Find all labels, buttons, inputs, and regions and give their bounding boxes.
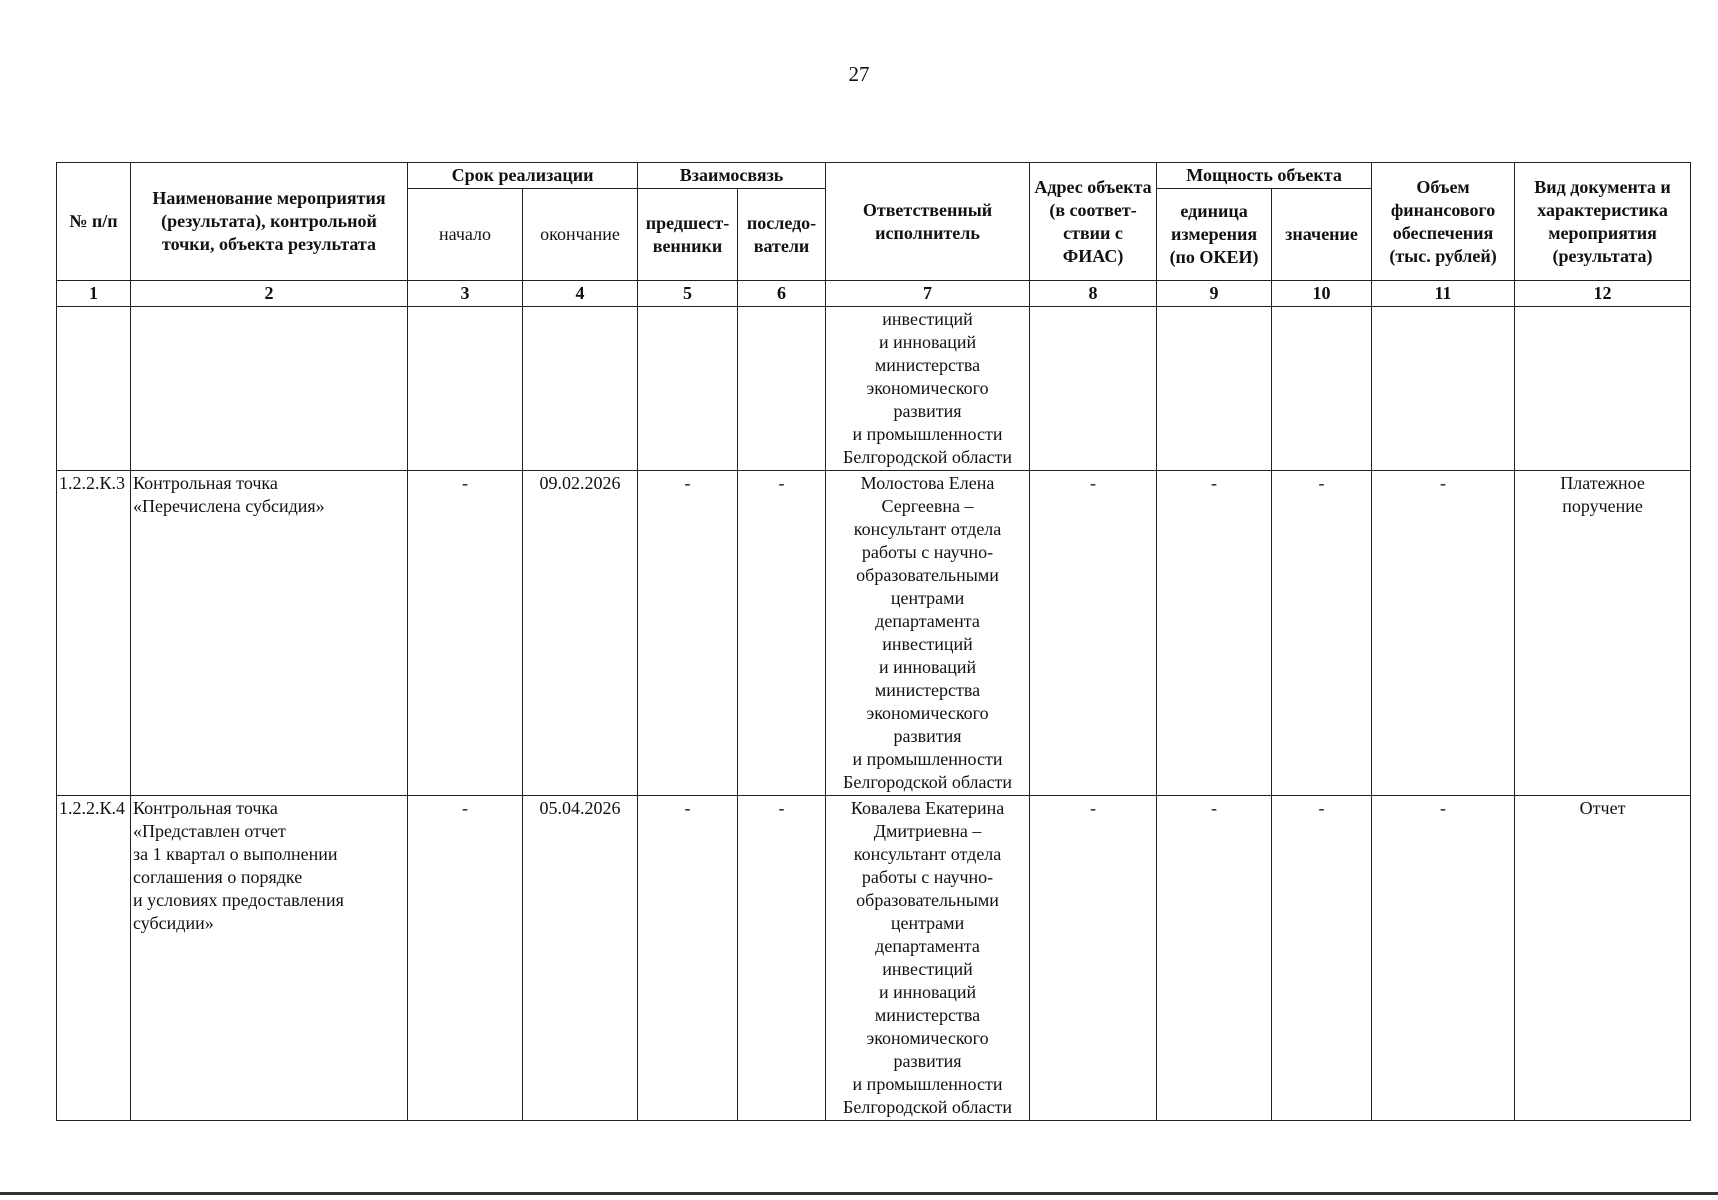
header-address: Адрес объекта (в соответ-ствии с ФИАС) (1030, 163, 1157, 281)
header-end: окончание (523, 189, 638, 281)
column-number: 3 (408, 281, 523, 307)
cell-pred (638, 307, 738, 471)
cell-unit: - (1157, 471, 1272, 796)
header-power-group: Мощность объекта (1157, 163, 1372, 189)
table-row (57, 471, 1691, 796)
cell-resp: инвестиций и инноваций министерства экономического развития и промышленности Белгородской области (826, 307, 1030, 471)
header-link-group: Взаимосвязь (638, 163, 826, 189)
cell-succ (738, 307, 826, 471)
table-body (57, 307, 1691, 1121)
cell-doc: Платежное поручение (1515, 471, 1691, 796)
cell-doc (1515, 307, 1691, 471)
cell-num: 1.2.2.К.4 (57, 796, 131, 1121)
column-number: 9 (1157, 281, 1272, 307)
header-unit: единица измерения (по ОКЕИ) (1157, 189, 1272, 281)
cell-finance: - (1372, 796, 1515, 1121)
cell-name (131, 307, 408, 471)
bottom-rule (0, 1192, 1718, 1195)
page-number: 27 (848, 62, 870, 86)
header-num: № п/п (57, 163, 131, 281)
cell-num: 1.2.2.К.3 (57, 471, 131, 796)
cell-addr (1030, 307, 1157, 471)
cell-unit: - (1157, 796, 1272, 1121)
cell-name: Контрольная точка «Перечислена субсидия» (131, 471, 408, 796)
column-number: 11 (1372, 281, 1515, 307)
cell-name: Контрольная точка «Представлен отчет за 1 квартал о выполнении соглашения о порядке и условиях предоставления субсидии» (131, 796, 408, 1121)
column-number: 10 (1272, 281, 1372, 307)
cell-start (408, 307, 523, 471)
column-number: 7 (826, 281, 1030, 307)
cell-addr: - (1030, 471, 1157, 796)
column-number: 4 (523, 281, 638, 307)
header-responsible: Ответственный исполнитель (826, 163, 1030, 281)
column-number: 6 (738, 281, 826, 307)
header-value: значение (1272, 189, 1372, 281)
column-number: 12 (1515, 281, 1691, 307)
header-successors: последо-ватели (738, 189, 826, 281)
header-finance: Объем финансового обеспечения (тыс. рублей) (1372, 163, 1515, 281)
header-name: Наименование мероприятия (результата), контрольной точки, объекта результата (131, 163, 408, 281)
table-row (57, 307, 1691, 471)
column-number-row (57, 281, 1691, 307)
cell-finance: - (1372, 471, 1515, 796)
header-term-group: Срок реализации (408, 163, 638, 189)
cell-num (57, 307, 131, 471)
cell-start: - (408, 796, 523, 1121)
cell-finance (1372, 307, 1515, 471)
cell-succ: - (738, 796, 826, 1121)
header-start: начало (408, 189, 523, 281)
cell-value (1272, 307, 1372, 471)
header-predecessors: предшест-венники (638, 189, 738, 281)
cell-doc: Отчет (1515, 796, 1691, 1121)
column-number: 8 (1030, 281, 1157, 307)
cell-value: - (1272, 471, 1372, 796)
measures-table (56, 162, 1691, 1121)
cell-addr: - (1030, 796, 1157, 1121)
column-number: 1 (57, 281, 131, 307)
cell-pred: - (638, 471, 738, 796)
cell-value: - (1272, 796, 1372, 1121)
cell-unit (1157, 307, 1272, 471)
cell-end: 09.02.2026 (523, 471, 638, 796)
cell-resp: Ковалева Екатерина Дмитриевна – консультант отдела работы с научно- образовательными центрами департамента инвестиций и инноваций министерства экономического развития и промышленности Белгородской области (826, 796, 1030, 1121)
cell-pred: - (638, 796, 738, 1121)
cell-resp: Молостова Елена Сергеевна – консультант отдела работы с научно- образовательными центрами департамента инвестиций и инноваций министерства экономического развития и промышленности Белгородской области (826, 471, 1030, 796)
table-row (57, 796, 1691, 1121)
column-number: 2 (131, 281, 408, 307)
column-number: 5 (638, 281, 738, 307)
header-document: Вид документа и характеристика мероприятия (результата) (1515, 163, 1691, 281)
cell-start: - (408, 471, 523, 796)
cell-succ: - (738, 471, 826, 796)
cell-end: 05.04.2026 (523, 796, 638, 1121)
cell-end (523, 307, 638, 471)
